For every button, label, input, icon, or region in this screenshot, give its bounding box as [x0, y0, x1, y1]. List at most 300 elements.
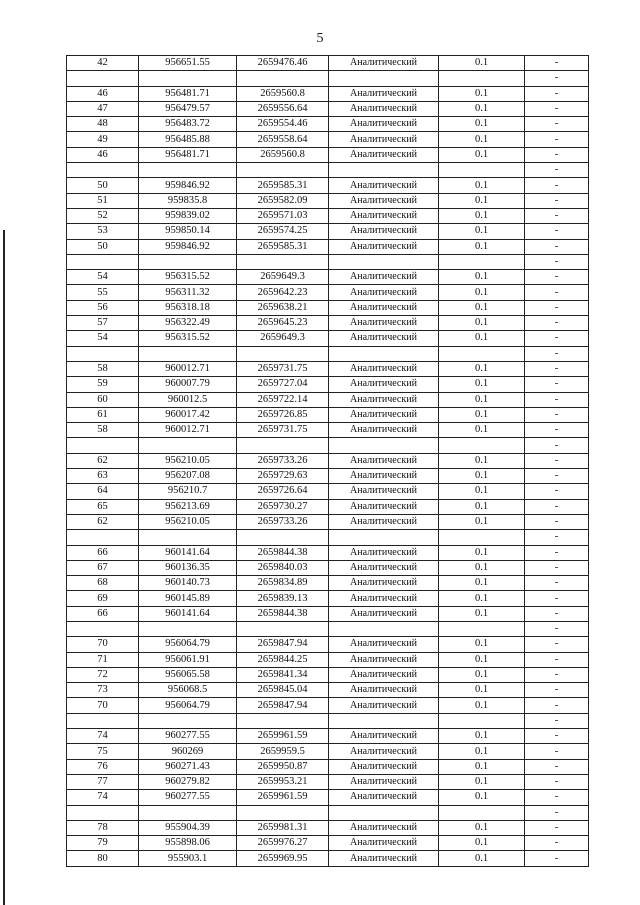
- point-number-cell: [67, 438, 139, 453]
- separator-row: [67, 346, 589, 361]
- table-row: [67, 453, 589, 468]
- method-cell: Аналитический: [329, 667, 439, 682]
- point-number-cell: 47: [67, 101, 139, 116]
- note-cell: -: [525, 805, 589, 820]
- y-coordinate-cell: 2659585.31: [237, 178, 329, 193]
- y-coordinate-cell: 2659950.87: [237, 759, 329, 774]
- point-number-cell: 46: [67, 86, 139, 101]
- note-cell: -: [525, 759, 589, 774]
- accuracy-cell: 0.1: [439, 729, 525, 744]
- point-number-cell: 62: [67, 453, 139, 468]
- x-coordinate-cell: 956479.57: [139, 101, 237, 116]
- y-coordinate-cell: 2659844.38: [237, 606, 329, 621]
- separator-row: [67, 805, 589, 820]
- method-cell: [329, 254, 439, 269]
- method-cell: Аналитический: [329, 744, 439, 759]
- x-coordinate-cell: 955903.1: [139, 851, 237, 866]
- accuracy-cell: 0.1: [439, 469, 525, 484]
- point-number-cell: [67, 254, 139, 269]
- method-cell: [329, 71, 439, 86]
- method-cell: Аналитический: [329, 729, 439, 744]
- table-row: [67, 178, 589, 193]
- accuracy-cell: 0.1: [439, 86, 525, 101]
- note-cell: -: [525, 407, 589, 422]
- accuracy-cell: 0.1: [439, 132, 525, 147]
- accuracy-cell: 0.1: [439, 774, 525, 789]
- x-coordinate-cell: [139, 621, 237, 636]
- x-coordinate-cell: 959846.92: [139, 178, 237, 193]
- note-cell: -: [525, 514, 589, 529]
- accuracy-cell: 0.1: [439, 270, 525, 285]
- note-cell: -: [525, 361, 589, 376]
- accuracy-cell: 0.1: [439, 208, 525, 223]
- x-coordinate-cell: [139, 805, 237, 820]
- y-coordinate-cell: 2659642.23: [237, 285, 329, 300]
- x-coordinate-cell: 960140.73: [139, 576, 237, 591]
- y-coordinate-cell: [237, 805, 329, 820]
- method-cell: Аналитический: [329, 407, 439, 422]
- point-number-cell: 76: [67, 759, 139, 774]
- y-coordinate-cell: [237, 713, 329, 728]
- note-cell: -: [525, 316, 589, 331]
- table-row: [67, 208, 589, 223]
- note-cell: -: [525, 438, 589, 453]
- method-cell: Аналитический: [329, 774, 439, 789]
- note-cell: -: [525, 208, 589, 223]
- table-row: [67, 56, 589, 71]
- table-row: [67, 193, 589, 208]
- method-cell: Аналитический: [329, 331, 439, 346]
- x-coordinate-cell: [139, 713, 237, 728]
- x-coordinate-cell: 960017.42: [139, 407, 237, 422]
- method-cell: Аналитический: [329, 560, 439, 575]
- x-coordinate-cell: 956651.55: [139, 56, 237, 71]
- point-number-cell: 58: [67, 423, 139, 438]
- y-coordinate-cell: 2659554.46: [237, 117, 329, 132]
- x-coordinate-cell: 956210.7: [139, 484, 237, 499]
- method-cell: Аналитический: [329, 652, 439, 667]
- method-cell: Аналитический: [329, 101, 439, 116]
- y-coordinate-cell: 2659645.23: [237, 316, 329, 331]
- point-number-cell: 68: [67, 576, 139, 591]
- y-coordinate-cell: 2659847.94: [237, 637, 329, 652]
- accuracy-cell: 0.1: [439, 560, 525, 575]
- accuracy-cell: [439, 438, 525, 453]
- table-row: [67, 224, 589, 239]
- method-cell: Аналитический: [329, 698, 439, 713]
- accuracy-cell: [439, 530, 525, 545]
- note-cell: -: [525, 132, 589, 147]
- x-coordinate-cell: 960141.64: [139, 606, 237, 621]
- table-row: [67, 300, 589, 315]
- accuracy-cell: 0.1: [439, 698, 525, 713]
- y-coordinate-cell: 2659981.31: [237, 820, 329, 835]
- point-number-cell: 50: [67, 239, 139, 254]
- table-row: [67, 560, 589, 575]
- x-coordinate-cell: 959835.8: [139, 193, 237, 208]
- x-coordinate-cell: 956068.5: [139, 683, 237, 698]
- method-cell: Аналитический: [329, 499, 439, 514]
- point-number-cell: [67, 621, 139, 636]
- y-coordinate-cell: 2659961.59: [237, 729, 329, 744]
- x-coordinate-cell: 956318.18: [139, 300, 237, 315]
- note-cell: -: [525, 285, 589, 300]
- x-coordinate-cell: 959846.92: [139, 239, 237, 254]
- method-cell: Аналитический: [329, 591, 439, 606]
- x-coordinate-cell: 959839.02: [139, 208, 237, 223]
- table-row: [67, 652, 589, 667]
- accuracy-cell: 0.1: [439, 591, 525, 606]
- note-cell: -: [525, 377, 589, 392]
- note-cell: -: [525, 254, 589, 269]
- x-coordinate-cell: [139, 71, 237, 86]
- table-row: [67, 101, 589, 116]
- method-cell: [329, 805, 439, 820]
- table-row: [67, 576, 589, 591]
- method-cell: [329, 346, 439, 361]
- method-cell: [329, 530, 439, 545]
- method-cell: Аналитический: [329, 117, 439, 132]
- accuracy-cell: 0.1: [439, 300, 525, 315]
- point-number-cell: 54: [67, 270, 139, 285]
- y-coordinate-cell: 2659834.89: [237, 576, 329, 591]
- point-number-cell: 59: [67, 377, 139, 392]
- note-cell: -: [525, 163, 589, 178]
- table-row: [67, 239, 589, 254]
- method-cell: Аналитический: [329, 147, 439, 162]
- accuracy-cell: [439, 621, 525, 636]
- table-row: [67, 499, 589, 514]
- x-coordinate-cell: 956311.32: [139, 285, 237, 300]
- table-row: [67, 407, 589, 422]
- note-cell: -: [525, 652, 589, 667]
- accuracy-cell: 0.1: [439, 377, 525, 392]
- note-cell: -: [525, 820, 589, 835]
- table-row: [67, 790, 589, 805]
- accuracy-cell: [439, 71, 525, 86]
- y-coordinate-cell: 2659953.21: [237, 774, 329, 789]
- note-cell: -: [525, 729, 589, 744]
- method-cell: Аналитический: [329, 576, 439, 591]
- y-coordinate-cell: 2659847.94: [237, 698, 329, 713]
- separator-row: [67, 71, 589, 86]
- x-coordinate-cell: 960279.82: [139, 774, 237, 789]
- method-cell: Аналитический: [329, 193, 439, 208]
- table-row: [67, 667, 589, 682]
- accuracy-cell: [439, 163, 525, 178]
- table-row: [67, 377, 589, 392]
- y-coordinate-cell: 2659959.5: [237, 744, 329, 759]
- accuracy-cell: 0.1: [439, 193, 525, 208]
- note-cell: -: [525, 774, 589, 789]
- accuracy-cell: 0.1: [439, 545, 525, 560]
- y-coordinate-cell: 2659839.13: [237, 591, 329, 606]
- accuracy-cell: 0.1: [439, 101, 525, 116]
- table-row: [67, 744, 589, 759]
- separator-row: [67, 438, 589, 453]
- point-number-cell: 63: [67, 469, 139, 484]
- separator-row: [67, 621, 589, 636]
- note-cell: -: [525, 560, 589, 575]
- note-cell: -: [525, 713, 589, 728]
- y-coordinate-cell: [237, 621, 329, 636]
- accuracy-cell: 0.1: [439, 499, 525, 514]
- accuracy-cell: 0.1: [439, 331, 525, 346]
- y-coordinate-cell: 2659560.8: [237, 147, 329, 162]
- accuracy-cell: 0.1: [439, 147, 525, 162]
- point-number-cell: 42: [67, 56, 139, 71]
- point-number-cell: 70: [67, 698, 139, 713]
- point-number-cell: 73: [67, 683, 139, 698]
- y-coordinate-cell: 2659638.21: [237, 300, 329, 315]
- table-row: [67, 820, 589, 835]
- point-number-cell: 49: [67, 132, 139, 147]
- x-coordinate-cell: 960012.71: [139, 423, 237, 438]
- point-number-cell: [67, 71, 139, 86]
- y-coordinate-cell: 2659726.85: [237, 407, 329, 422]
- accuracy-cell: 0.1: [439, 652, 525, 667]
- separator-row: [67, 713, 589, 728]
- y-coordinate-cell: 2659844.25: [237, 652, 329, 667]
- table-row: [67, 514, 589, 529]
- point-number-cell: 71: [67, 652, 139, 667]
- coordinates-table-body: [67, 56, 589, 867]
- table-row: [67, 331, 589, 346]
- x-coordinate-cell: 956481.71: [139, 147, 237, 162]
- point-number-cell: 72: [67, 667, 139, 682]
- note-cell: -: [525, 101, 589, 116]
- point-number-cell: 55: [67, 285, 139, 300]
- method-cell: Аналитический: [329, 86, 439, 101]
- method-cell: Аналитический: [329, 300, 439, 315]
- accuracy-cell: 0.1: [439, 514, 525, 529]
- point-number-cell: 77: [67, 774, 139, 789]
- x-coordinate-cell: 960012.5: [139, 392, 237, 407]
- accuracy-cell: 0.1: [439, 606, 525, 621]
- x-coordinate-cell: 956210.05: [139, 514, 237, 529]
- accuracy-cell: 0.1: [439, 820, 525, 835]
- table-row: [67, 117, 589, 132]
- note-cell: -: [525, 667, 589, 682]
- method-cell: Аналитический: [329, 361, 439, 376]
- x-coordinate-cell: [139, 254, 237, 269]
- table-row: [67, 591, 589, 606]
- point-number-cell: 53: [67, 224, 139, 239]
- accuracy-cell: 0.1: [439, 361, 525, 376]
- note-cell: -: [525, 117, 589, 132]
- table-row: [67, 270, 589, 285]
- separator-row: [67, 530, 589, 545]
- x-coordinate-cell: [139, 163, 237, 178]
- x-coordinate-cell: 956210.05: [139, 453, 237, 468]
- accuracy-cell: 0.1: [439, 285, 525, 300]
- x-coordinate-cell: 956315.52: [139, 331, 237, 346]
- note-cell: -: [525, 270, 589, 285]
- table-row: [67, 836, 589, 851]
- accuracy-cell: 0.1: [439, 790, 525, 805]
- y-coordinate-cell: 2659585.31: [237, 239, 329, 254]
- note-cell: -: [525, 71, 589, 86]
- x-coordinate-cell: 960271.43: [139, 759, 237, 774]
- note-cell: -: [525, 56, 589, 71]
- method-cell: Аналитический: [329, 316, 439, 331]
- note-cell: -: [525, 193, 589, 208]
- point-number-cell: 78: [67, 820, 139, 835]
- note-cell: -: [525, 392, 589, 407]
- table-row: [67, 774, 589, 789]
- point-number-cell: [67, 163, 139, 178]
- note-cell: -: [525, 851, 589, 866]
- accuracy-cell: 0.1: [439, 453, 525, 468]
- y-coordinate-cell: 2659560.8: [237, 86, 329, 101]
- point-number-cell: 70: [67, 637, 139, 652]
- x-coordinate-cell: 960277.55: [139, 790, 237, 805]
- accuracy-cell: 0.1: [439, 407, 525, 422]
- point-number-cell: [67, 713, 139, 728]
- y-coordinate-cell: [237, 438, 329, 453]
- y-coordinate-cell: 2659476.46: [237, 56, 329, 71]
- table-row: [67, 132, 589, 147]
- note-cell: -: [525, 86, 589, 101]
- accuracy-cell: [439, 713, 525, 728]
- note-cell: -: [525, 530, 589, 545]
- accuracy-cell: 0.1: [439, 667, 525, 682]
- x-coordinate-cell: 959850.14: [139, 224, 237, 239]
- table-row: [67, 285, 589, 300]
- table-row: [67, 851, 589, 866]
- coordinates-table: [66, 55, 589, 867]
- method-cell: Аналитический: [329, 392, 439, 407]
- table-row: [67, 729, 589, 744]
- x-coordinate-cell: 960141.64: [139, 545, 237, 560]
- y-coordinate-cell: [237, 346, 329, 361]
- x-coordinate-cell: 955904.39: [139, 820, 237, 835]
- method-cell: Аналитический: [329, 606, 439, 621]
- y-coordinate-cell: 2659571.03: [237, 208, 329, 223]
- x-coordinate-cell: 956064.79: [139, 698, 237, 713]
- table-row: [67, 147, 589, 162]
- method-cell: Аналитический: [329, 453, 439, 468]
- method-cell: Аналитический: [329, 178, 439, 193]
- y-coordinate-cell: 2659582.09: [237, 193, 329, 208]
- y-coordinate-cell: 2659845.04: [237, 683, 329, 698]
- x-coordinate-cell: 960012.71: [139, 361, 237, 376]
- note-cell: -: [525, 423, 589, 438]
- y-coordinate-cell: 2659574.25: [237, 224, 329, 239]
- accuracy-cell: 0.1: [439, 851, 525, 866]
- accuracy-cell: 0.1: [439, 56, 525, 71]
- method-cell: [329, 438, 439, 453]
- x-coordinate-cell: 956207.08: [139, 469, 237, 484]
- method-cell: Аналитический: [329, 469, 439, 484]
- y-coordinate-cell: [237, 163, 329, 178]
- accuracy-cell: [439, 254, 525, 269]
- table-row: [67, 606, 589, 621]
- y-coordinate-cell: [237, 254, 329, 269]
- y-coordinate-cell: 2659727.04: [237, 377, 329, 392]
- note-cell: -: [525, 346, 589, 361]
- point-number-cell: 61: [67, 407, 139, 422]
- y-coordinate-cell: 2659976.27: [237, 836, 329, 851]
- x-coordinate-cell: 956322.49: [139, 316, 237, 331]
- page-number: 5: [316, 31, 324, 46]
- point-number-cell: 65: [67, 499, 139, 514]
- method-cell: Аналитический: [329, 683, 439, 698]
- point-number-cell: 60: [67, 392, 139, 407]
- accuracy-cell: 0.1: [439, 117, 525, 132]
- x-coordinate-cell: 956485.88: [139, 132, 237, 147]
- point-number-cell: 67: [67, 560, 139, 575]
- method-cell: Аналитический: [329, 514, 439, 529]
- method-cell: Аналитический: [329, 132, 439, 147]
- x-coordinate-cell: 956481.71: [139, 86, 237, 101]
- method-cell: Аналитический: [329, 208, 439, 223]
- point-number-cell: 79: [67, 836, 139, 851]
- point-number-cell: 66: [67, 545, 139, 560]
- x-coordinate-cell: 956061.91: [139, 652, 237, 667]
- accuracy-cell: 0.1: [439, 744, 525, 759]
- point-number-cell: [67, 346, 139, 361]
- x-coordinate-cell: 956483.72: [139, 117, 237, 132]
- x-coordinate-cell: 956065.58: [139, 667, 237, 682]
- point-number-cell: 46: [67, 147, 139, 162]
- y-coordinate-cell: 2659729.63: [237, 469, 329, 484]
- separator-row: [67, 254, 589, 269]
- point-number-cell: 66: [67, 606, 139, 621]
- y-coordinate-cell: 2659733.26: [237, 453, 329, 468]
- note-cell: -: [525, 178, 589, 193]
- point-number-cell: 48: [67, 117, 139, 132]
- scan-edge-mark: [3, 230, 5, 905]
- point-number-cell: 57: [67, 316, 139, 331]
- x-coordinate-cell: 960007.79: [139, 377, 237, 392]
- point-number-cell: [67, 805, 139, 820]
- point-number-cell: [67, 530, 139, 545]
- note-cell: -: [525, 698, 589, 713]
- note-cell: -: [525, 239, 589, 254]
- method-cell: Аналитический: [329, 224, 439, 239]
- note-cell: -: [525, 331, 589, 346]
- method-cell: Аналитический: [329, 836, 439, 851]
- x-coordinate-cell: 955898.06: [139, 836, 237, 851]
- point-number-cell: 64: [67, 484, 139, 499]
- note-cell: -: [525, 637, 589, 652]
- method-cell: Аналитический: [329, 851, 439, 866]
- x-coordinate-cell: 956315.52: [139, 270, 237, 285]
- method-cell: Аналитический: [329, 270, 439, 285]
- accuracy-cell: 0.1: [439, 423, 525, 438]
- note-cell: -: [525, 591, 589, 606]
- method-cell: [329, 621, 439, 636]
- table-row: [67, 361, 589, 376]
- accuracy-cell: 0.1: [439, 836, 525, 851]
- method-cell: Аналитический: [329, 820, 439, 835]
- y-coordinate-cell: 2659844.38: [237, 545, 329, 560]
- table-row: [67, 86, 589, 101]
- note-cell: -: [525, 545, 589, 560]
- point-number-cell: 52: [67, 208, 139, 223]
- table-row: [67, 484, 589, 499]
- y-coordinate-cell: 2659841.34: [237, 667, 329, 682]
- note-cell: -: [525, 469, 589, 484]
- method-cell: Аналитический: [329, 790, 439, 805]
- accuracy-cell: 0.1: [439, 683, 525, 698]
- point-number-cell: 62: [67, 514, 139, 529]
- note-cell: -: [525, 836, 589, 851]
- separator-row: [67, 163, 589, 178]
- method-cell: Аналитический: [329, 545, 439, 560]
- y-coordinate-cell: 2659731.75: [237, 361, 329, 376]
